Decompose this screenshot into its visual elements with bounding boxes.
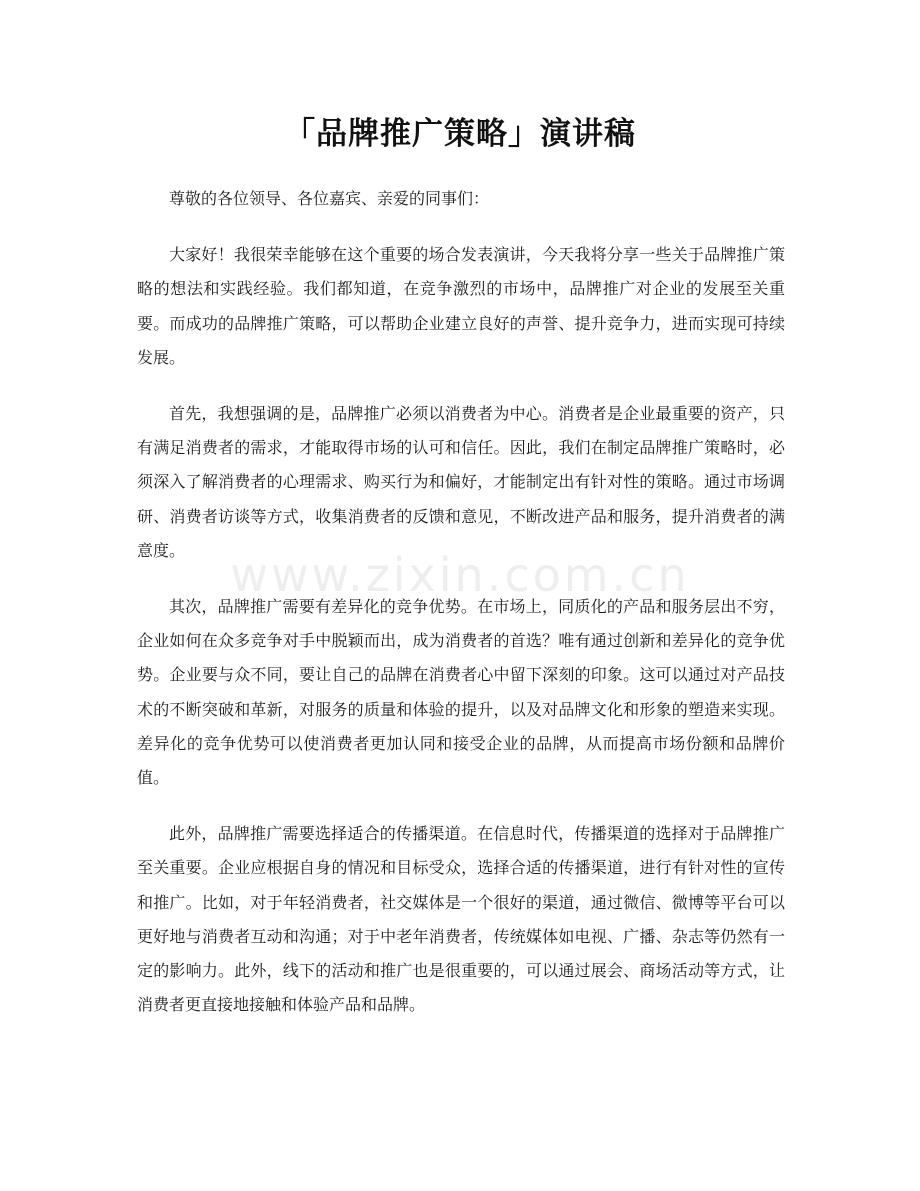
watermark: www.zixin.com.cn — [230, 548, 690, 602]
document-title: 「品牌推广策略」演讲稿 — [284, 116, 636, 152]
body-paragraph: 首先，我想强调的是，品牌推广必须以消费者为中心。消费者是企业最重要的资产，只有满足消费者的需求，才能取得市场的认可和信任。因此，我们在制定品牌推广策略时，必须深入了解消费者的心理需求、购买行为和偏好，才能制定出有针对性的策略。通过市场调研、消费者访谈等方式，收集消费者的反馈和意见，不断改进产品和服务，提升消费者的满意度。 — [137, 404, 785, 560]
body-paragraph: 大家好！我很荣幸能够在这个重要的场合发表演讲，今天我将分享一些关于品牌推广策略的想法和实践经验。我们都知道，在竞争激烈的市场中，品牌推广对企业的发展至关重要。而成功的品牌推广策略，可以帮助企业建立良好的声誉、提升竞争力，进而实现可持续发展。 — [137, 245, 785, 367]
salutation-paragraph: 尊敬的各位领导、各位嘉宾、亲爱的同事们： — [169, 189, 490, 208]
body-paragraph: 此外，品牌推广需要选择适合的传播渠道。在信息时代，传播渠道的选择对于品牌推广至关重要。企业应根据自身的情况和目标受众，选择合适的传播渠道，进行有针对性的宣传和推广。比如，对于年轻消费者，社交媒体是一个很好的渠道，通过微信、微博等平台可以更好地与消费者互动和沟通；对于中老年消费者，传统媒体如电视、广播、杂志等仍然有一定的影响力。此外，线下的活动和推广也是很重要的，可以通过展会、商场活动等方式，让消费者更直接地接触和体验产品和品牌。 — [137, 824, 785, 1015]
body-paragraph: 其次，品牌推广需要有差异化的竞争优势。在市场上，同质化的产品和服务层出不穷，企业如何在众多竞争对手中脱颖而出，成为消费者的首选？唯有通过创新和差异化的竞争优势。企业要与众不同，要让自己的品牌在消费者心中留下深刻的印象。这可以通过对产品技术的不断突破和革新，对服务的质量和体验的提升，以及对品牌文化和形象的塑造来实现。差异化的竞争优势可以使消费者更加认同和接受企业的品牌，从而提高市场份额和品牌价值。 — [137, 597, 785, 788]
document-body — [137, 182, 785, 1044]
